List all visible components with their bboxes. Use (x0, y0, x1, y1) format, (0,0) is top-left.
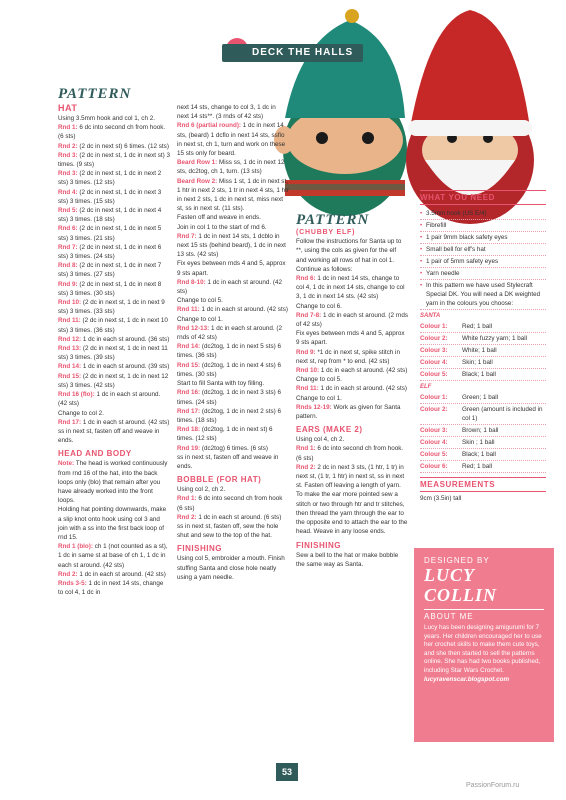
pattern-row: Rnd 7: 1 dc in next 14 sts, 1 dcblo in next 15 sts (behind beard), 1 dc in next 13 sts. (42 sts) (177, 232, 286, 259)
pattern-row: Rnd 16 (flo): 1 dc in each st around. (42 sts) (58, 391, 161, 408)
elf-pattern-subtitle: (CHUBBY ELF) (296, 229, 356, 236)
list-item: • In this pattern we have used Stylecraft Special DK. You will need a DK weighted yarn in the colours you choose: (420, 280, 546, 310)
pattern-row: Rnd 16: (dc2tog, 1 dc in next 3 sts) 6 times. (24 sts) (177, 389, 281, 406)
pattern-row: Rnd 1 (blo): ch 1 (not counted as a st), 1 dc in same st at base of ch 1, 1 dc in each st around. (42 sts) (58, 543, 168, 569)
designer-url[interactable]: lucyravenscar.blogspot.com (424, 675, 510, 683)
hat-rows (58, 123, 170, 408)
pattern-row: Rnds 12-19: Work as given for Santa pattern. (296, 403, 401, 421)
bobble-end: ss in next st, fasten off, sew the hole shut and sew to the top of the hat. (177, 522, 279, 540)
pattern-row: Rnd 6: (2 dc in next st, 1 dc in next 5 sts) 3 times. (21 sts) (58, 225, 162, 242)
head-body-heading: HEAD AND BODY (58, 449, 132, 459)
designer-bio: Lucy has been designing amigurumi for 7 years. Her children encouraged her to use her crochet skills to make them cute toys, and she then started to sell the patterns online. She has had two books published, including Star Wars Crochet. (424, 624, 542, 674)
text-line: Change to col 6. (296, 302, 342, 310)
ears-heading: EARS (MAKE 2) (296, 425, 363, 435)
pattern-column-3 (296, 212, 408, 569)
pattern-row: Rnd 7: (2 dc in next st, 1 dc in next 6 sts) 3 times. (24 sts) (58, 243, 162, 261)
list-item: • 3.5mm hook (US E/4) (420, 208, 546, 220)
list-item: • Small bell for elf's hat (420, 244, 546, 256)
finishing-text: Using col 5, embroider a mouth. Finish stuffing Santa and close hole neatly using a yarn needle. (177, 555, 285, 581)
row-block (177, 388, 289, 452)
pattern-row: Rnd 1: 6 dc into second ch from hook. (6 sts) (58, 124, 166, 141)
text-line: Fasten off and weave in ends. (177, 214, 261, 222)
elf-yarn-label: ELF (420, 384, 432, 390)
measurements-value: 9cm (3.5in) tall (420, 495, 462, 502)
measurements-heading: MEASUREMENTS (420, 477, 546, 492)
page-number: 53 (276, 763, 298, 781)
pattern-row: Rnd 7-8: 1 dc in each st around. (2 rnds of 42 sts) (296, 311, 409, 329)
list-item: • 1 pair of 5mm safety eyes (420, 256, 546, 268)
pattern-row: Rnd 9: (2 dc in next st, 1 dc in next 8 sts) 3 times. (30 sts) (58, 280, 162, 297)
yarn-colour-row: Colour 4: Skin ; 1 ball (420, 437, 546, 449)
pattern-row: Rnd 2: 2 dc in next 3 sts, (1 htr, 1 tr) in next st, (1 tr, 1 htr) in next st, ss in next st. Fasten off leaving a length of yarn. (296, 463, 405, 490)
pattern-row: Rnd 4: (2 dc in next st, 1 dc in next 3 sts) 3 times. (15 sts) (58, 188, 162, 205)
pattern-row: Rnd 6 (partial round): 1 dc in next 14 sts, (beard) 1 dcflo in next 14 sts, ssflo in next st, ch 1, turn and work on these 15 sts only for beard. (177, 122, 286, 158)
finishing-heading: FINISHING (177, 544, 222, 554)
about-me-label: ABOUT ME (424, 609, 544, 621)
beard-rows (177, 121, 289, 213)
designer-first-name: LUCY (424, 565, 475, 585)
yarn-colour-row: Colour 6: Red; 1 ball (420, 461, 546, 473)
row-block (296, 403, 408, 421)
pattern-row: Rnd 14: (dc2tog, 1 dc in next 5 sts) 6 times. (36 sts) (177, 343, 281, 360)
hat-change: Change to col 2. (58, 409, 104, 417)
yarn-colour-row: Colour 2: Green (amount is included in col 1) (420, 404, 546, 425)
designed-by-label: DESIGNED BY (424, 556, 490, 565)
elf-yarn-list (420, 392, 546, 473)
pattern-row: Rnd 10: (2 dc in next st, 1 dc in next 9 sts) 3 times. (33 sts) (58, 299, 165, 316)
text-line: Fix eyes between rnds 4 and 5, approx 9 sts apart. (296, 330, 405, 347)
head-body-rows (58, 542, 170, 597)
pattern-row: Rnd 15: (2 dc in next st, 1 dc in next 12 sts) 3 times. (42 sts) (58, 372, 169, 389)
ears-text: To make the ear more pointed sew a stitch or two through htr and tr stitches, then thread the yarn through the ear to the opposite end to attach the ear to the head. Weave in any loose ends. (296, 491, 408, 536)
pattern-row: Rnd 1: 6 dc into second ch from hook (6 sts) (177, 495, 283, 512)
pattern-row: Rnd 12: 1 dc in each st around. (36 sts) (58, 335, 170, 343)
pattern-row: Rnd 17: (dc2tog, 1 dc in next 2 sts) 6 times. (18 sts) (177, 407, 281, 424)
ears-intro: Using col 4, ch 2. (296, 436, 345, 444)
what-you-need-heading: WHAT YOU NEED (420, 190, 546, 205)
elf-intro: Follow the instructions for Santa up to **, using the cols as given for the elf and working all rows of hat in col 1. (296, 238, 402, 264)
row-block (177, 324, 289, 379)
designer-last-name: COLLIN (424, 585, 497, 605)
row-block (296, 348, 408, 376)
pattern-row: Rnd 6: 1 dc in next 14 sts, change to col 4, 1 dc in next 14 sts, change to col 3, 1 dc in next 14 sts. (42 sts) (296, 275, 405, 301)
pattern-row: Rnd 19: (dc2tog) 6 times. (6 sts) (177, 444, 268, 452)
yarn-colour-row: Colour 4: Skin; 1 ball (420, 357, 546, 369)
pattern-row: Rnd 15: (dc2tog, 1 dc in next 4 sts) 6 times. (30 sts) (177, 361, 281, 378)
pattern-row: Rnd 1: 6 dc into second ch from hook. (6 sts) (296, 445, 404, 462)
yarn-colour-row: Colour 3: Brown; 1 ball (420, 425, 546, 437)
pattern-row: Rnd 8: (2 dc in next st, 1 dc in next 7 sts) 3 times. (27 sts) (58, 262, 162, 279)
row-block (177, 305, 289, 314)
text-line: Continue as follows: (296, 265, 353, 273)
text-line: Change to col 5. (296, 376, 342, 384)
pattern-row: Rnd 3: (2 dc in next st, 1 dc in next st) 3 times. (9 sts) (58, 151, 170, 169)
yarn-colour-row: Colour 1: Green; 1 ball (420, 392, 546, 404)
elf-finishing-text: Sew a bell to the hat or make bobble the same way as Santa. (296, 551, 399, 568)
pattern-row: Rnd 8-10: 1 dc in each st around. (42 sts) (177, 278, 283, 296)
pattern-row: Rnd 13: (2 dc in next st, 1 dc in next 11 sts) 3 times. (39 sts) (58, 345, 168, 362)
pattern-row: Rnd 11: 1 dc in each st around. (42 sts) (296, 385, 407, 393)
head-body-text: Holding hat pointing downwards, make a slip knot onto hook using col 3 and join with a ss into the first back loop of rnd 15. (58, 506, 167, 541)
pattern-row: Rnd 12-13: 1 dc in each st around. (2 rnds of 42 sts) (177, 324, 283, 342)
yarn-colour-row: Colour 5: Black; 1 ball (420, 449, 546, 461)
text-line: Fix eyes between rnds 4 and 5, approx 9 sts apart. (177, 260, 286, 277)
pattern-column-2 (177, 103, 289, 582)
yarn-colour-row: Colour 3: White; 1 ball (420, 345, 546, 357)
pattern-row: Rnd 9: *1 dc in next st, spike stitch in next st, rep from * to end. (42 sts) (296, 348, 400, 365)
bobble-heading: BOBBLE (FOR HAT) (177, 475, 262, 485)
text-line: Start to fill Santa with toy filling. (177, 380, 265, 388)
hat-end: ss in next st, fasten off and weave in ends. (58, 427, 160, 445)
materials-list (420, 208, 546, 310)
text-line: Change to col 1. (296, 394, 342, 402)
pattern-row: Rnd 14: 1 dc in each st around. (39 sts) (58, 363, 170, 371)
pattern-row: Rnd 11: (2 dc in next st, 1 dc in next 10 sts) 3 times. (36 sts) (58, 317, 168, 334)
pattern-row: Rnd 11: 1 dc in each st around. (42 sts) (177, 306, 288, 314)
list-item: • Fibrefill (420, 220, 546, 232)
text-line: Change to col 1. (177, 315, 223, 323)
yarn-colour-row: Colour 5: Black; 1 ball (420, 369, 546, 381)
watermark: PassionForum.ru (466, 782, 520, 789)
yarn-colour-row: Colour 2: White fuzzy yarn; 1 ball (420, 333, 546, 345)
hat-row-17: Rnd 17: 1 dc in each st around. (42 sts) (58, 418, 170, 426)
santa-yarn-label: SANTA (420, 313, 441, 319)
row-block (296, 274, 408, 302)
bobble-intro: Using col 2, ch 2. (177, 486, 226, 494)
text-line: ss in next st, fasten off and weave in ends. (177, 453, 279, 470)
pattern-row: Beard Row 1: Miss ss, 1 dc in next 12 sts, dc2tog, ch 1, turn. (13 sts) (177, 159, 285, 176)
bobble-rows (177, 494, 289, 522)
yarn-colour-row: Colour 1: Red; 1 ball (420, 321, 546, 333)
designer-panel (414, 548, 554, 742)
pattern-row: Rnds 3-5: 1 dc in next 14 sts, change to col 4, 1 dc in (58, 579, 164, 597)
ears-rows (296, 444, 408, 490)
col2-intro: next 14 sts, change to col 3, 1 dc in next 14 sts**. (3 rnds of 42 sts) (177, 104, 276, 121)
pattern-row: Rnd 2: 1 dc in each st around. (42 sts) (58, 570, 166, 578)
head-body-note: Note: The head is worked continuously from rnd 16 of the hat, into the back loops only (blo) that remain after you have already worked into the front loops. (58, 460, 168, 505)
list-item: • Yarn needle (420, 268, 546, 280)
pattern-row: Rnd 5: (2 dc in next st, 1 dc in next 4 sts) 3 times. (18 sts) (58, 207, 162, 224)
what-you-need-box (420, 190, 546, 503)
elf-pattern-title: PATTERN (296, 212, 370, 228)
pattern-row: Rnd 18: (dc2tog, 1 dc in next st) 6 times. (12 sts) (177, 426, 273, 443)
row-block (296, 384, 408, 393)
pattern-row: Rnd 3: (2 dc in next st, 1 dc in next 2 sts) 3 times. (12 sts) (58, 170, 162, 187)
pattern-row: Rnd 2: 1 dc in each st around. (6 sts) (177, 513, 282, 521)
pattern-row: Rnd 2: (2 dc in next st) 6 times. (12 sts) (58, 142, 169, 150)
text-line: Change to col 5. (177, 297, 223, 305)
pattern-title: PATTERN (58, 86, 132, 102)
row-block (177, 232, 289, 260)
list-item: • 1 pair 9mm black safety eyes (420, 232, 546, 244)
pattern-row: Beard Row 2: Miss 1 st, 1 dc in next st, 1 htr in next 2 sts, 1 tr in next 4 sts, 1 htr in next 2 sts, 1 dc in next st, miss next st, ss in next st. (11 sts). (177, 177, 289, 213)
text-line: Join in col 1 to the start of rnd 6. (177, 223, 267, 231)
elf-finishing-heading: FINISHING (296, 540, 341, 550)
santa-yarn-list (420, 321, 546, 381)
row-block (177, 278, 289, 296)
hat-intro: Using 3.5mm hook and col 1, ch 2. (58, 115, 155, 122)
hat-heading: HAT (58, 103, 78, 113)
row-block (296, 311, 408, 329)
pattern-column-1 (58, 86, 170, 597)
section-tag: DECK THE HALLS (222, 44, 363, 62)
pattern-row: Rnd 10: 1 dc in each st around. (42 sts) (296, 367, 408, 375)
